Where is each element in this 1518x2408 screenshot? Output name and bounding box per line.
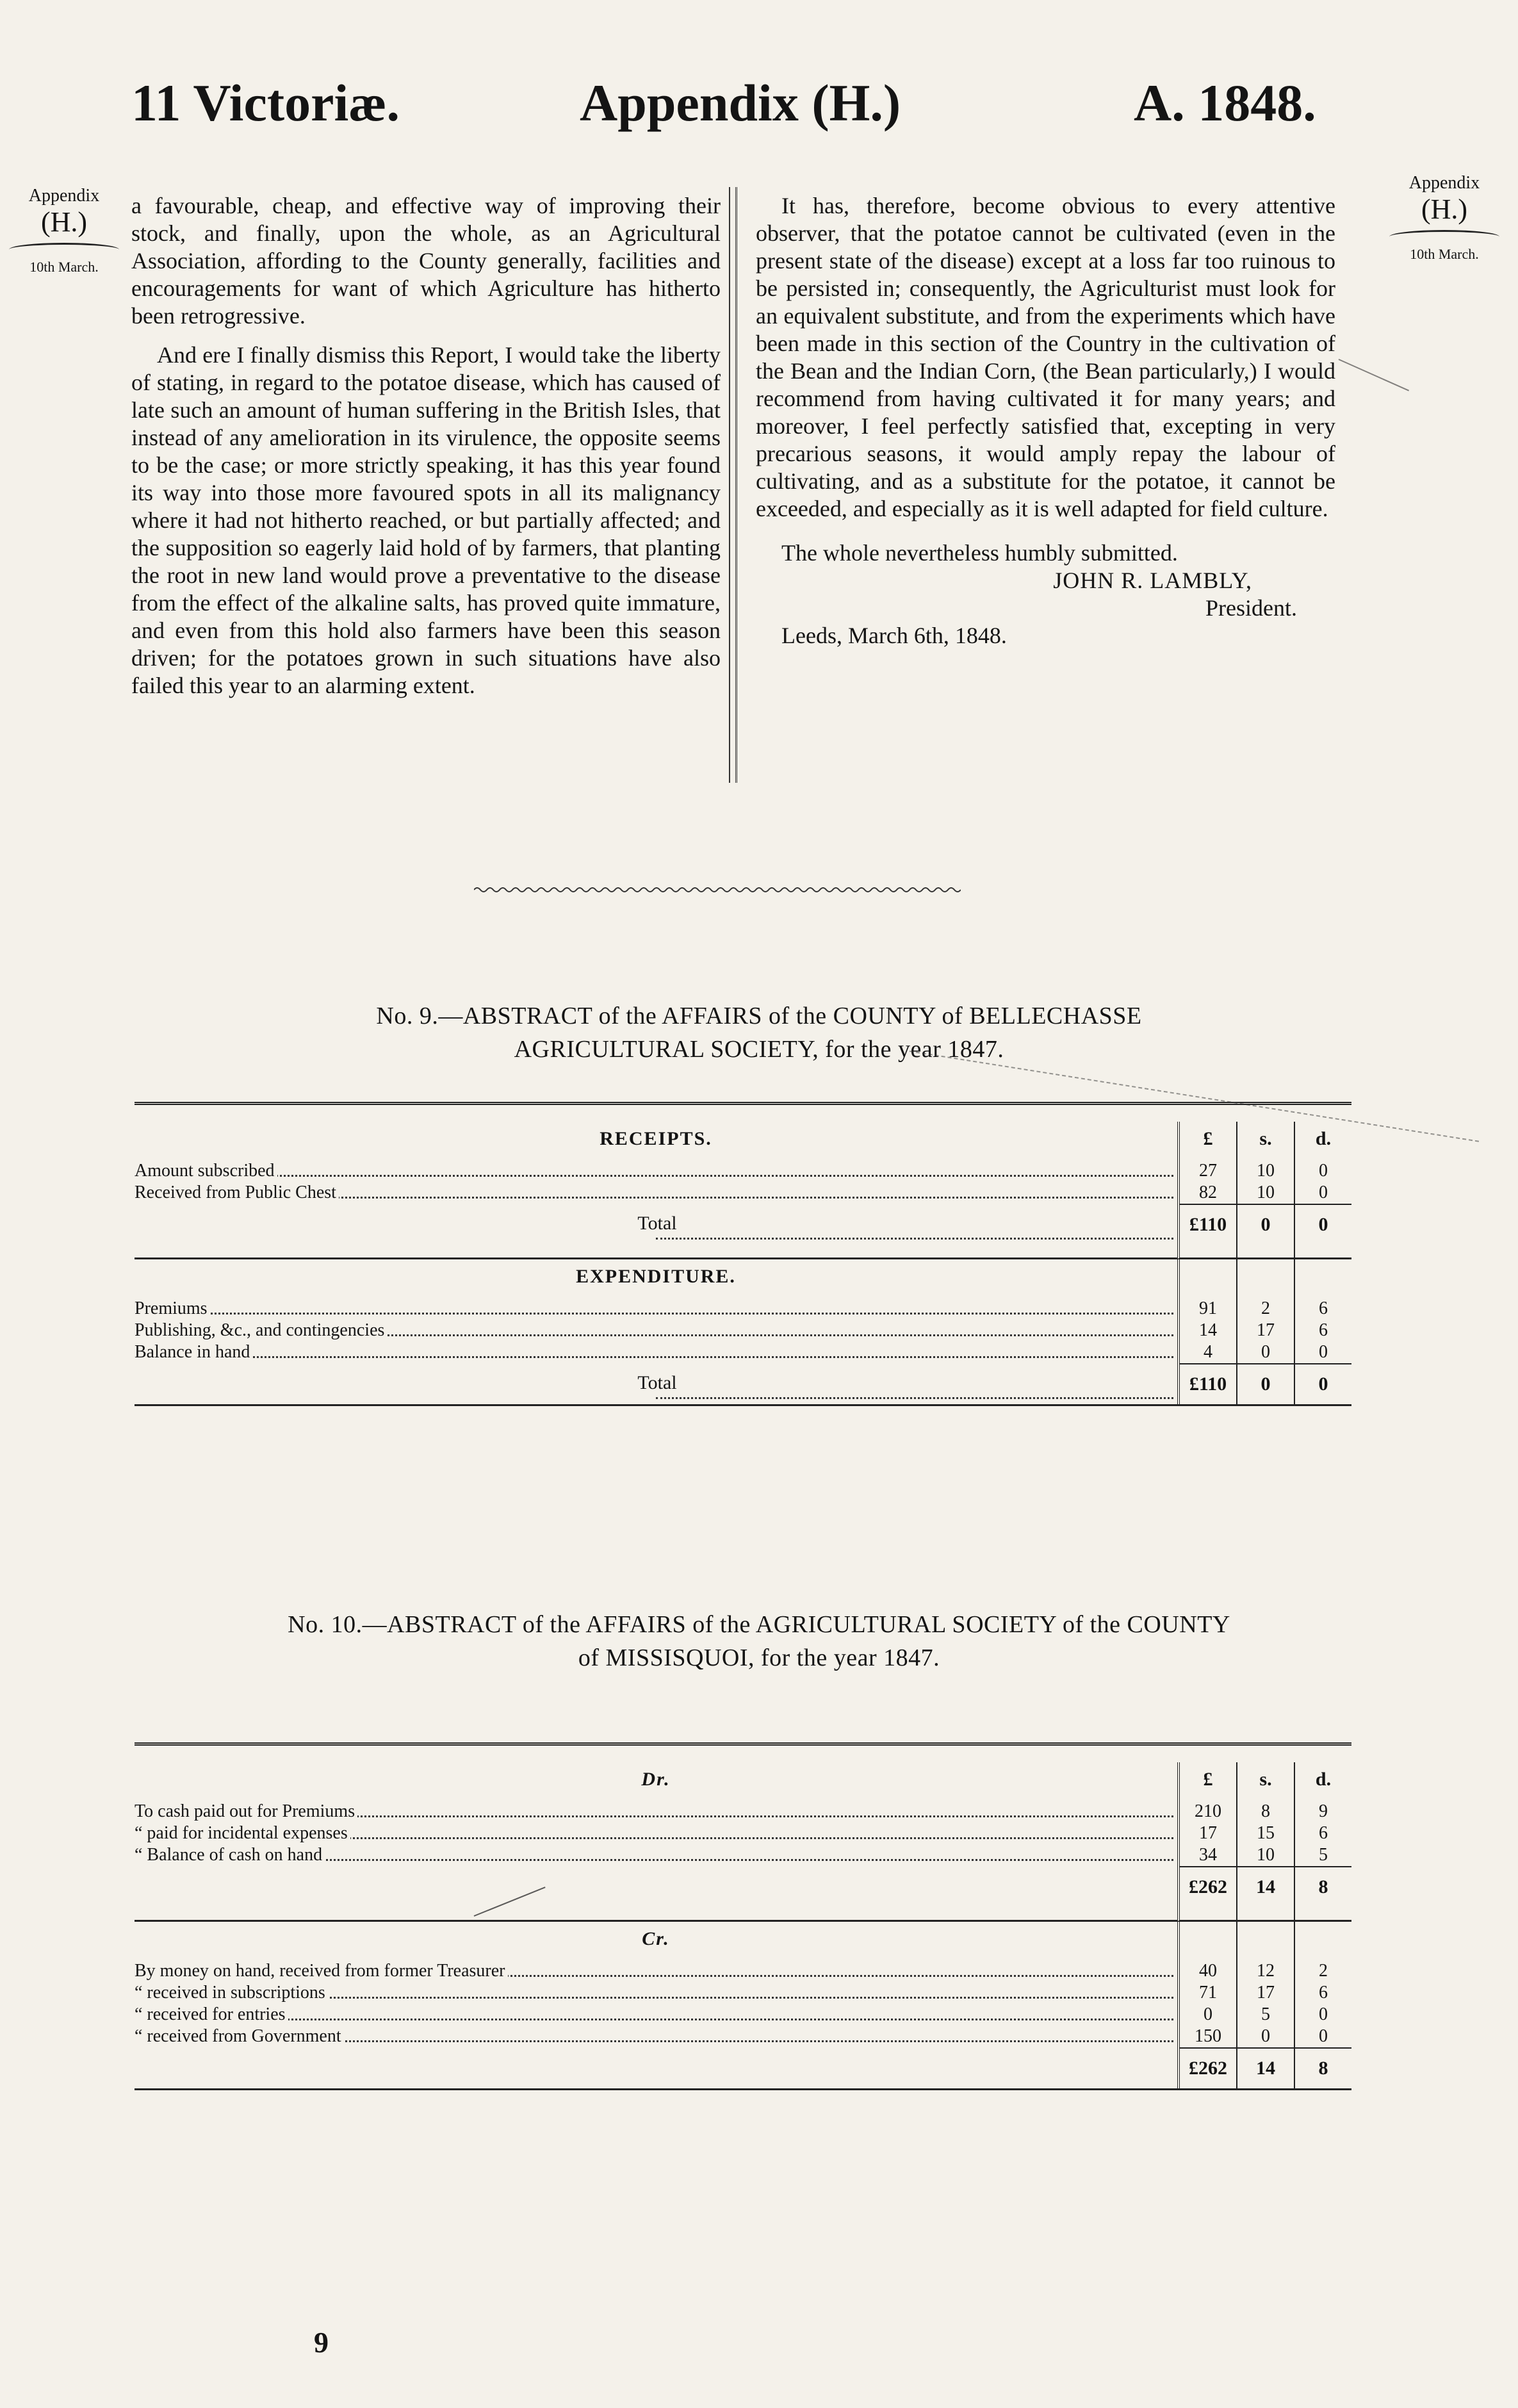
header-session: 11 Victoriæ. (131, 74, 400, 132)
table-row (135, 1298, 1351, 1320)
header-appendix: Appendix (H.) (580, 74, 901, 132)
receipts-total-row (135, 1204, 1351, 1245)
row-label: Publishing, &c., and contingencies (135, 1320, 387, 1340)
expenditure-header-row (135, 1259, 1351, 1298)
row-pence: 5 (1319, 1845, 1328, 1865)
total-pence: 0 (1295, 1204, 1351, 1245)
left-column (131, 192, 721, 700)
row-label: Amount subscribed (135, 1161, 277, 1181)
row-label: “ received for entries (135, 2004, 288, 2024)
row-pence: 0 (1319, 1161, 1328, 1181)
cr-header-row (135, 1922, 1351, 1960)
margin-brace-right (1389, 230, 1499, 243)
col-pounds-header: £ (1180, 1122, 1237, 1160)
table-row (135, 1182, 1351, 1204)
row-shillings: 15 (1237, 1822, 1295, 1844)
table-row (135, 2026, 1351, 2047)
row-pounds: 150 (1180, 2026, 1237, 2047)
row-pounds: 34 (1180, 1844, 1237, 1866)
receipts-heading: RECEIPTS. (600, 1128, 712, 1149)
total-pence: 8 (1295, 2047, 1351, 2088)
submitted-line: The whole nevertheless humbly submitted. (781, 540, 1178, 566)
row-pounds: 17 (1180, 1822, 1237, 1844)
row-pounds: 91 (1180, 1298, 1237, 1320)
row-shillings: 2 (1237, 1298, 1295, 1320)
row-label: “ Balance of cash on hand (135, 1845, 325, 1865)
dr-total-row (135, 1866, 1351, 1907)
table-row (135, 1960, 1351, 1982)
table-row (135, 1982, 1351, 2004)
row-pence: 0 (1319, 2026, 1328, 2046)
row-shillings: 10 (1237, 1160, 1295, 1182)
scan-mark (1339, 359, 1409, 391)
header-year: A. 1848. (1134, 74, 1316, 132)
abstract-10-title (86, 1608, 1432, 1675)
row-pence: 2 (1319, 1961, 1328, 1981)
abstract-9-title (86, 999, 1432, 1066)
cr-total-row (135, 2047, 1351, 2088)
abstract-10-title-line2: of MISSISQUOI, for the year 1847. (578, 1644, 940, 1671)
row-label: Balance in hand (135, 1342, 252, 1362)
section-divider (135, 1245, 1351, 1259)
place-date: Leeds, March 6th, 1848. (781, 623, 1007, 648)
right-paragraph-1: It has, therefore, become obvious to every attentive observer, that the potatoe cannot be cultivated (even in the present state of the disease) except at a loss far too ruinous to be persisted in; consequently, the Agriculturist must look for an equivalent substitute, and from the experiments which have been made in this section of the Country in the cultivation of the Bean and the Indian Corn, (the Bean particularly,) I would recommend from having cultivated it for many years; and moreover, I feel perfectly satisfied that, excepting in very precarious seasons, it would amply repay the labour of cultivating, and as a substitute for the potatoe, it cannot be exceeded, and especially as it is well adapted for field culture. (756, 193, 1335, 521)
row-shillings: 12 (1237, 1960, 1295, 1982)
col-pence-header: d. (1315, 1769, 1332, 1790)
total-pounds: £110 (1180, 1363, 1237, 1404)
total-pounds: £262 (1180, 1866, 1237, 1907)
col-pounds-header: £ (1180, 1762, 1237, 1801)
table-bottom-rule (135, 1404, 1351, 1406)
col-shillings-header: s. (1237, 1122, 1295, 1160)
row-pence: 0 (1319, 2004, 1328, 2024)
row-pence: 6 (1319, 1983, 1328, 2003)
row-pence: 6 (1319, 1298, 1328, 1318)
total-pounds: £110 (1180, 1204, 1237, 1245)
left-paragraph-2: And ere I finally dismiss this Report, I would take the liberty of stating, in regard to the potatoe disease, which has caused of late such an amount of human suffering in the British Isles, that instead of any amelioration in its virulence, the opposite seems to be the case; or more strictly speaking, it has this year found its way into those more favoured spots in all its malignancy where it had not hitherto reached, or but partially affected; and the supposition so eagerly laid hold of by farmers, that planting the root in new land would prove a preventative to the disease from the effect of the alkaline salts, has proved quite immature, and even from this hold also farmers have been this season driven; for the potatoes grown in such situations have also failed this year to an alarming extent. (131, 342, 721, 698)
row-pounds: 40 (1180, 1960, 1237, 1982)
row-pence: 6 (1319, 1320, 1328, 1340)
row-shillings: 17 (1237, 1982, 1295, 2004)
table-top-rule (135, 1742, 1351, 1746)
wavy-separator (474, 885, 961, 894)
row-shillings: 8 (1237, 1801, 1295, 1822)
margin-note-right-line1: Appendix (1408, 173, 1480, 193)
dr-header-row (135, 1762, 1351, 1801)
margin-brace-left (9, 243, 119, 256)
total-pence: 8 (1295, 1866, 1351, 1907)
expenditure-heading: EXPENDITURE. (576, 1266, 736, 1287)
table-row (135, 2004, 1351, 2026)
margin-note-left-line2: (H.) (40, 206, 88, 238)
row-label: “ received in subscriptions (135, 1983, 328, 2003)
abstract-9-title-line1: No. 9.—ABSTRACT of the AFFAIRS of the COUNTY of BELLECHASSE (376, 1003, 1142, 1029)
total-pounds: £262 (1180, 2047, 1237, 2088)
receipts-header-row (135, 1122, 1351, 1160)
row-pence: 9 (1319, 1801, 1328, 1821)
row-label: “ received from Government (135, 2026, 344, 2046)
table-bottom-rule (135, 2088, 1351, 2090)
section-divider (135, 1907, 1351, 1922)
col-shillings-header: s. (1237, 1762, 1295, 1801)
row-pounds: 27 (1180, 1160, 1237, 1182)
row-label: By money on hand, received from former Treasurer (135, 1961, 508, 1981)
row-label: To cash paid out for Premiums (135, 1801, 357, 1821)
table-row (135, 1801, 1351, 1822)
table-row (135, 1341, 1351, 1363)
margin-note-right-line2: (H.) (1421, 193, 1468, 225)
signer-name: JOHN R. LAMBLY, (1053, 568, 1252, 593)
table-row (135, 1844, 1351, 1866)
table-top-rule (135, 1102, 1351, 1105)
row-shillings: 10 (1237, 1182, 1295, 1204)
expenditure-total-row (135, 1363, 1351, 1404)
total-label (652, 1875, 660, 1896)
total-shillings: 14 (1237, 2047, 1295, 2088)
signer-role: President. (1205, 595, 1297, 621)
table-row (135, 1160, 1351, 1182)
total-pence: 0 (1295, 1363, 1351, 1404)
row-label: Premiums (135, 1298, 210, 1318)
row-pounds: 82 (1180, 1182, 1237, 1204)
row-shillings: 17 (1237, 1320, 1295, 1341)
cr-heading: Cr. (642, 1928, 670, 1949)
margin-note-left-line3: 10th March. (29, 258, 99, 275)
left-paragraph-1: a favourable, cheap, and effective way of improving their stock, and finally, upon the whole, as an Agricultural Association, affording to the County generally, facilities and encouragements for want of which Agriculture has hitherto been retrogressive. (131, 193, 721, 329)
row-label: Received from Public Chest (135, 1183, 339, 1202)
row-pounds: 4 (1180, 1341, 1237, 1363)
right-column (756, 192, 1335, 650)
row-label: “ paid for incidental expenses (135, 1823, 350, 1843)
total-label: Total (632, 1213, 679, 1234)
row-pounds: 71 (1180, 1982, 1237, 2004)
row-shillings: 5 (1237, 2004, 1295, 2026)
row-pence: 0 (1319, 1342, 1328, 1362)
total-shillings: 0 (1237, 1363, 1295, 1404)
dr-heading: Dr. (641, 1769, 671, 1790)
table-row (135, 1320, 1351, 1341)
margin-note-left-line1: Appendix (28, 186, 100, 206)
total-shillings: 14 (1237, 1866, 1295, 1907)
margin-note-right-line3: 10th March. (1410, 245, 1479, 262)
row-pence: 0 (1319, 1183, 1328, 1202)
abstract-9-title-line2: AGRICULTURAL SOCIETY, for the year 1847. (514, 1036, 1004, 1063)
col-pence-header: d. (1315, 1128, 1332, 1149)
total-label: Total (632, 1372, 679, 1393)
total-label (652, 2056, 660, 2077)
abstract-10-table (135, 1742, 1351, 2090)
margin-note-right (1380, 173, 1508, 262)
row-pounds: 210 (1180, 1801, 1237, 1822)
table-row (135, 1822, 1351, 1844)
abstract-10-title-line1: No. 10.—ABSTRACT of the AFFAIRS of the AGRICULTURAL SOCIETY of the COUNTY (288, 1611, 1230, 1638)
page-number: 9 (314, 2326, 329, 2359)
total-shillings: 0 (1237, 1204, 1295, 1245)
row-pounds: 0 (1180, 2004, 1237, 2026)
row-pounds: 14 (1180, 1320, 1237, 1341)
margin-note-left (0, 186, 128, 275)
column-divider (735, 187, 737, 783)
row-shillings: 10 (1237, 1844, 1295, 1866)
row-shillings: 0 (1237, 2026, 1295, 2047)
abstract-9-table (135, 1102, 1351, 1406)
row-shillings: 0 (1237, 1341, 1295, 1363)
row-pence: 6 (1319, 1823, 1328, 1843)
column-divider-inner (729, 187, 730, 783)
